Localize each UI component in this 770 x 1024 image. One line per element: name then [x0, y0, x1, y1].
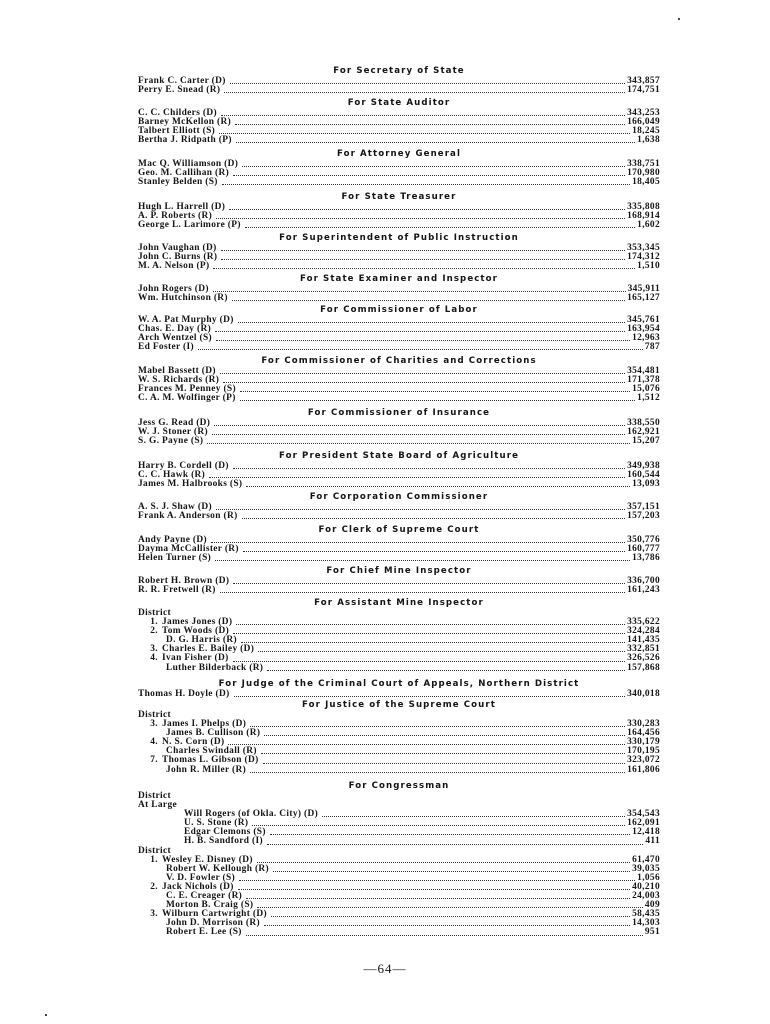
vote-count: 157,868 [627, 662, 660, 673]
scan-speck [45, 1014, 47, 1016]
race-section [138, 356, 660, 403]
vote-count: 335,808 [627, 202, 660, 212]
district-number: 4. [150, 653, 158, 664]
candidate-name: C. C. Hawk (R) [138, 470, 206, 481]
vote-count: 1,056 [637, 872, 660, 883]
candidate-name: Will Rogers (of Okla. City) (D) [184, 809, 319, 820]
candidate-name: A. S. J. Shaw (D) [138, 502, 212, 512]
district-label: District [138, 608, 171, 618]
district-number: 4. [150, 737, 158, 748]
dot-leader [236, 624, 625, 625]
candidate-name: W. J. Stoner (R) [138, 427, 208, 438]
candidate-row [138, 437, 660, 446]
candidate-row [138, 837, 660, 846]
candidate-name: Edgar Clemons (S) [184, 827, 266, 838]
race-heading: For Commissioner of Labor [320, 305, 478, 315]
candidate-name: Stanley Belden (S) [138, 177, 218, 188]
race-heading: For State Treasurer [341, 192, 457, 202]
vote-count: 39,035 [632, 863, 660, 874]
district-number: 3. [150, 719, 158, 730]
candidate-name: R. R. Fretwell (R) [138, 585, 216, 596]
candidate-row [138, 462, 660, 471]
candidate-name: Andy Payne (D) [138, 535, 207, 545]
vote-count: 24,003 [632, 891, 660, 902]
dot-leader [209, 477, 625, 478]
dot-leader [240, 391, 630, 392]
dot-leader [264, 735, 625, 736]
vote-count: 170,980 [627, 168, 660, 179]
vote-count: 14,303 [632, 918, 660, 929]
dot-leader [245, 227, 635, 228]
race-section [138, 66, 660, 95]
candidate-name: James Jones (D) [162, 617, 233, 628]
vote-count: 354,481 [627, 366, 660, 376]
dot-leader [257, 907, 643, 908]
candidate-row [138, 586, 660, 595]
dot-leader [250, 772, 625, 773]
vote-count: 58,435 [632, 909, 660, 920]
candidate-name: Wesley E. Disney (D) [162, 854, 253, 865]
race-heading: For Commissioner of Charities and Corrections [261, 356, 537, 366]
dot-leader [261, 753, 625, 754]
dot-leader [215, 331, 625, 332]
candidate-row [138, 253, 660, 262]
vote-count: 345,911 [627, 284, 660, 294]
dot-leader [213, 268, 635, 269]
vote-count: 951 [644, 927, 660, 938]
dot-leader [236, 142, 635, 143]
vote-count: 330,283 [627, 719, 660, 730]
race-section [138, 525, 660, 563]
vote-count: 350,776 [627, 535, 660, 545]
dot-leader [235, 124, 625, 125]
vote-count: 354,543 [627, 809, 660, 820]
dot-leader [216, 340, 630, 341]
dot-leader [252, 825, 625, 826]
vote-count: 166,049 [627, 117, 660, 128]
candidate-name: C. E. Creager (R) [166, 891, 243, 902]
candidate-name: N. S. Corn (D) [162, 737, 225, 748]
race-section [138, 781, 660, 938]
candidate-row [138, 928, 660, 937]
dot-leader [211, 542, 625, 543]
dot-leader [220, 592, 625, 593]
dot-leader [233, 583, 625, 584]
dot-leader [221, 259, 625, 260]
vote-count: 171,378 [627, 375, 660, 386]
vote-count: 1,602 [637, 220, 660, 231]
candidate-name: Ed Foster (I) [138, 342, 194, 353]
dot-leader [271, 916, 630, 917]
dot-leader [224, 92, 625, 93]
vote-count: 157,203 [627, 511, 660, 522]
district-label: At Large [138, 800, 177, 811]
dot-leader [238, 322, 625, 323]
dot-leader [246, 935, 643, 936]
race-heading: For Congressman [348, 781, 450, 791]
race-section [138, 451, 660, 489]
race-heading: For Attorney General [336, 149, 462, 159]
vote-count: 174,312 [627, 252, 660, 263]
vote-count: 170,195 [627, 746, 660, 757]
race-section [138, 408, 660, 446]
candidate-name: James M. Halbrooks (S) [138, 479, 243, 490]
scan-speck [678, 18, 680, 20]
vote-count: 330,179 [627, 737, 660, 748]
dot-leader [221, 250, 626, 251]
vote-count: 409 [644, 900, 660, 911]
vote-count: 163,954 [627, 324, 660, 335]
candidate-row [138, 419, 660, 428]
candidate-name: Jess G. Read (D) [138, 418, 211, 428]
vote-count: 1,510 [637, 261, 660, 272]
dot-leader [212, 434, 625, 435]
dot-leader [214, 425, 625, 426]
race-heading: For Justice of the Supreme Court [302, 700, 496, 710]
candidate-name: Talbert Elliott (S) [138, 126, 216, 137]
candidate-name: James I. Phelps (D) [162, 719, 247, 730]
vote-count: 12,963 [632, 333, 660, 344]
dot-leader [241, 642, 625, 643]
candidate-name: M. A. Nelson (P) [138, 261, 210, 272]
candidate-row [138, 428, 660, 437]
vote-count: 15,076 [632, 384, 660, 395]
race-heading: For Corporation Commissioner [309, 492, 489, 502]
candidate-name: Mabel Bassett (D) [138, 366, 216, 376]
candidate-row [138, 221, 660, 230]
candidate-name: V. D. Fowler (S) [166, 872, 236, 883]
dot-leader [257, 862, 630, 863]
vote-count: 61,470 [632, 854, 660, 865]
candidate-name: John Rogers (D) [138, 284, 209, 294]
candidate-name: H. B. Sandford (I) [184, 836, 263, 847]
vote-count: 162,091 [627, 818, 660, 829]
candidate-row [138, 118, 660, 127]
dot-leader [240, 400, 635, 401]
candidate-row [138, 325, 660, 334]
dot-leader [258, 651, 625, 652]
candidate-name: Wilburn Cartwright (D) [162, 909, 267, 920]
race-section [138, 233, 660, 271]
dot-leader [233, 661, 626, 662]
candidate-name: W. A. Pat Murphy (D) [138, 315, 234, 325]
candidate-name: Frank A. Anderson (R) [138, 511, 238, 522]
race-section [138, 149, 660, 187]
dot-leader [233, 175, 625, 176]
vote-count: 349,938 [627, 461, 660, 471]
race-section [138, 305, 660, 352]
vote-count: 165,127 [627, 293, 660, 304]
dot-leader [230, 83, 625, 84]
vote-count: 13,786 [632, 553, 660, 564]
dot-leader [216, 218, 625, 219]
race-section [138, 700, 660, 775]
vote-count: 326,526 [627, 653, 660, 664]
district-number: 3. [150, 909, 158, 920]
candidate-name: Helen Turner (S) [138, 553, 212, 564]
district-number: 1. [150, 617, 158, 628]
race-section [138, 98, 660, 145]
dot-leader [243, 551, 625, 552]
candidate-name: Morton B. Craig (S) [166, 900, 254, 911]
dot-leader [229, 209, 625, 210]
candidate-name: Thomas L. Gibson (D) [162, 755, 259, 766]
candidate-name: Robert H. Brown (D) [138, 576, 230, 586]
race-section [138, 492, 660, 521]
vote-count: 335,622 [627, 617, 660, 628]
candidate-name: Harry B. Cordell (D) [138, 461, 229, 471]
district-label: District [138, 845, 171, 856]
dot-leader [246, 486, 630, 487]
race-heading: For Assistant Mine Inspector [314, 598, 484, 608]
district-number: 2. [150, 626, 158, 637]
candidate-name: C. C. Childers (D) [138, 108, 217, 118]
candidate-row [138, 343, 660, 352]
race-heading: For Chief Mine Inspector [326, 566, 472, 576]
candidate-name: Bertha J. Ridpath (P) [138, 135, 232, 146]
race-section [138, 598, 660, 673]
dot-leader [232, 300, 625, 301]
dot-leader [264, 925, 630, 926]
vote-count: 174,751 [627, 85, 660, 96]
candidate-name: Frances M. Penney (S) [138, 384, 236, 395]
candidate-name: Luther Bilderback (R) [166, 662, 264, 673]
candidate-name: Hugh L. Harrell (D) [138, 202, 226, 212]
candidate-row [138, 136, 660, 145]
candidate-name: Robert E. Lee (S) [166, 927, 242, 938]
dot-leader [234, 696, 626, 697]
candidate-name: Arch Wentzel (S) [138, 333, 212, 344]
race-section [138, 274, 660, 303]
candidate-name: U. S. Stone (R) [184, 818, 249, 829]
vote-count: 13,093 [632, 479, 660, 490]
candidate-name: Jack Nichols (D) [162, 881, 234, 892]
candidate-name: W. S. Richards (R) [138, 375, 220, 386]
vote-count: 338,751 [627, 159, 660, 169]
candidate-name: A. P. Roberts (R) [138, 211, 213, 222]
vote-count: 787 [644, 342, 660, 353]
vote-count: 161,243 [627, 585, 660, 596]
dot-leader [233, 633, 625, 634]
candidate-row [138, 690, 660, 699]
candidate-row [138, 262, 660, 271]
candidate-name: S. G. Payne (S) [138, 436, 204, 447]
candidate-name: John Vaughan (D) [138, 243, 217, 253]
candidate-name: James B. Cullison (R) [166, 728, 261, 739]
dot-leader [216, 509, 625, 510]
candidate-name: Charles Swindall (R) [166, 746, 257, 757]
vote-count: 164,456 [627, 728, 660, 739]
candidate-row [138, 178, 660, 187]
candidate-row [138, 294, 660, 303]
dot-leader [219, 133, 630, 134]
dot-leader [273, 871, 630, 872]
district-label: District [138, 791, 171, 801]
vote-count: 15,207 [632, 436, 660, 447]
district-number: 2. [150, 881, 158, 892]
dot-leader [270, 834, 630, 835]
vote-count: 18,245 [632, 126, 660, 137]
candidate-name: Frank C. Carter (D) [138, 76, 226, 86]
candidate-name: Thomas H. Doyle (D) [138, 689, 230, 699]
vote-count: 161,806 [627, 764, 660, 775]
dot-leader [220, 373, 625, 374]
race-section [138, 192, 660, 230]
dot-leader [213, 291, 626, 292]
district-number: 7. [150, 755, 158, 766]
candidate-row [138, 664, 660, 673]
race-heading: For Superintendent of Public Instruction [279, 233, 519, 243]
dot-leader [267, 670, 625, 671]
vote-count: 12,418 [632, 827, 660, 838]
race-heading: For President State Board of Agriculture [278, 451, 519, 461]
dot-leader [238, 889, 630, 890]
candidate-name: John R. Miller (R) [166, 764, 247, 775]
page-number: —64— [363, 961, 407, 976]
vote-count: 1,638 [637, 135, 660, 146]
dot-leader [215, 560, 630, 561]
candidate-name: Mac Q. Williamson (D) [138, 159, 239, 169]
candidate-name: John C. Burns (R) [138, 252, 218, 263]
dot-leader [246, 898, 630, 899]
candidate-row [138, 394, 660, 403]
candidate-row [138, 86, 660, 95]
candidate-row [138, 577, 660, 586]
race-heading: For Commissioner of Insurance [307, 408, 491, 418]
vote-count: 340,018 [627, 689, 660, 699]
vote-count: 18,405 [632, 177, 660, 188]
vote-count: 357,151 [627, 502, 660, 512]
candidate-name: Chas. E. Day (R) [138, 324, 212, 335]
candidate-name: Charles E. Bailey (D) [162, 644, 255, 655]
candidate-name: John D. Morrison (R) [166, 918, 260, 929]
race-heading: For State Auditor [347, 98, 451, 108]
dot-leader [228, 744, 625, 745]
vote-count: 168,914 [627, 211, 660, 222]
candidate-name: D. G. Harris (R) [166, 635, 237, 646]
dot-leader [242, 166, 625, 167]
vote-count: 338,550 [627, 418, 660, 428]
candidate-row [138, 554, 660, 563]
race-section [138, 566, 660, 595]
vote-count: 1,512 [637, 393, 660, 404]
vote-count: 141,435 [627, 635, 660, 646]
race-section [138, 679, 660, 699]
district-number: 1. [150, 854, 158, 865]
district-number: 3. [150, 644, 158, 655]
candidate-row [138, 512, 660, 521]
candidate-name: Perry E. Snead (R) [138, 85, 221, 96]
dot-leader [221, 115, 625, 116]
vote-count: 160,544 [627, 470, 660, 481]
dot-leader [198, 349, 643, 350]
candidate-row [138, 316, 660, 325]
vote-count: 343,253 [627, 108, 660, 118]
race-heading: For Clerk of Supreme Court [318, 525, 480, 535]
candidate-name: C. A. M. Wolfinger (P) [138, 393, 236, 404]
dot-leader [207, 443, 630, 444]
candidate-name: Ivan Fisher (D) [162, 653, 229, 664]
candidate-name: Barney McKellon (R) [138, 117, 232, 128]
dot-leader [322, 816, 625, 817]
candidate-row [138, 545, 660, 554]
dot-leader [263, 763, 625, 764]
candidate-row [138, 480, 660, 489]
race-heading: For Secretary of State [333, 66, 465, 76]
vote-count: 353,345 [627, 243, 660, 253]
dot-leader [222, 184, 630, 185]
vote-count: 345,761 [627, 315, 660, 325]
candidate-row [138, 766, 660, 775]
vote-count: 332,851 [627, 644, 660, 655]
candidate-row [138, 334, 660, 343]
dot-leader [239, 880, 635, 881]
vote-count: 160,777 [627, 544, 660, 555]
dot-leader [233, 468, 625, 469]
race-heading: For Judge of the Criminal Court of Appeals, Northern District [218, 679, 580, 689]
candidate-name: Geo. M. Callihan (R) [138, 168, 230, 179]
candidate-name: Robert W. Kellough (R) [166, 863, 270, 874]
race-heading: For State Examiner and Inspector [300, 274, 498, 284]
candidate-name: Tom Woods (D) [162, 626, 230, 637]
vote-count: 411 [645, 836, 660, 847]
dot-leader [223, 382, 625, 383]
candidate-name: Wm. Hutchinson (R) [138, 293, 228, 304]
district-label: District [138, 710, 171, 720]
vote-count: 343,857 [627, 76, 660, 86]
vote-count: 323,072 [627, 755, 660, 766]
dot-leader [250, 726, 625, 727]
dot-leader [242, 518, 626, 519]
vote-count: 336,700 [627, 576, 660, 586]
vote-count: 40,210 [632, 881, 660, 892]
dot-leader [267, 844, 643, 845]
vote-count: 162,921 [627, 427, 660, 438]
candidate-name: Dayma McCallister (R) [138, 544, 239, 555]
vote-count: 324,284 [627, 626, 660, 637]
candidate-name: George L. Larimore (P) [138, 220, 241, 231]
candidate-row [138, 203, 660, 212]
